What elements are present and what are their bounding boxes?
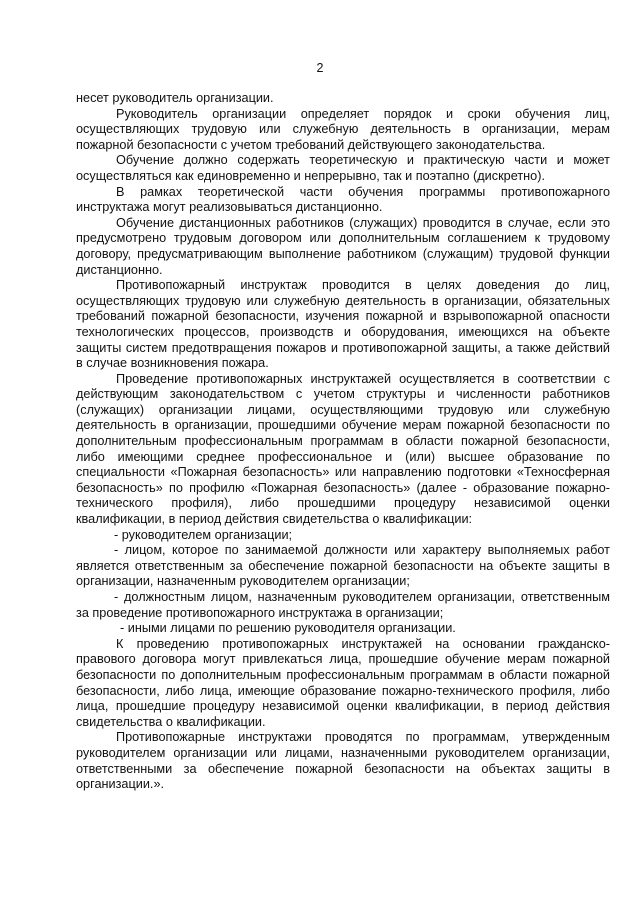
page-number: 2 [316, 61, 324, 75]
paragraph-remote-workers: Обучение дистанционных работников (служащих) проводится в случае, если это предусмотрено трудовым договором или дополнительным соглашением к трудовому договору, предусматривающим выполнение работником (служащим) трудовой функции дистанционно. [76, 215, 610, 277]
paragraph-remote-programs: В рамках теоретической части обучения программы противопожарного инструктажа могут реализовываться дистанционно. [76, 184, 610, 215]
paragraph-briefing-conduct: Проведение противопожарных инструктажей осуществляется в соответствии с действующим законодательством с учетом структуры и численности работников (служащих) организации лицами, осуществляющими трудовую или служебную деятельность в организации, прошедшими обучение мерам пожарной безопасности по дополнительным профессиональным программам в области пожарной безопасности, либо имеющими среднее профессиональное и (или) высшее образование по специальности «Пожарная безопасность» или направлению подготовки «Техносферная безопасность» по профилю «Пожарная безопасность» (далее - образование пожарно-технического профиля), либо прошедшими процедуру независимой оценки квалификации, в период действия свидетельства о квалификации: [76, 371, 610, 527]
list-item: - должностным лицом, назначенным руководителем организации, ответственным за проведение противопожарного инструктажа в организации; [76, 590, 610, 620]
paragraph-civil-contract: К проведению противопожарных инструктажей на основании гражданско-правового договора могут привлекаться лица, прошедшие обучение мерам пожарной безопасности по дополнительным профессиональным программам в области пожарной безопасности, либо лица, имеющие образование пожарно-технического профиля, либо лица, прошедшие процедуру независимой оценки квалификации, в период действия свидетельства о квалификации. [76, 636, 610, 729]
paragraph-programs-approval: Противопожарные инструктажи проводятся по программам, утвержденным руководителем организации или лицами, назначенными руководителем организации, ответственными за обеспечение пожарной безопасности на объектах защиты в организации.». [76, 730, 610, 792]
list-item: - лицом, которое по занимаемой должности или характеру выполняемых работ является ответственным за обеспечение пожарной безопасности на объекте защиты в организации, назначенным руководителем организации; [76, 543, 610, 589]
document-body [76, 91, 610, 793]
list-item: - руководителем организации; [114, 527, 293, 542]
paragraph-training-order: Руководитель организации определяет порядок и сроки обучения лиц, осуществляющих трудовую или служебную деятельность в организации, мерам пожарной безопасности с учетом требований действующего законодательства. [76, 106, 610, 152]
paragraph-briefing-purpose: Противопожарный инструктаж проводится в целях доведения до лиц, осуществляющих трудовую или служебную деятельность в организации, обязательных требований пожарной безопасности, изучения пожарной и взрывопожарной опасности технологических процессов, производств и оборудования, имеющихся на объекте защиты систем предотвращения пожаров и противопожарной защиты, а также действий в случае возникновения пожара. [76, 278, 610, 371]
list-item: - иными лицами по решению руководителя организации. [120, 621, 456, 636]
paragraph-continuation: несет руководитель организации. [76, 91, 274, 105]
paragraph-training-content: Обучение должно содержать теоретическую и практическую части и может осуществляться как единовременно и непрерывно, так и поэтапно (дискретно). [76, 153, 610, 183]
